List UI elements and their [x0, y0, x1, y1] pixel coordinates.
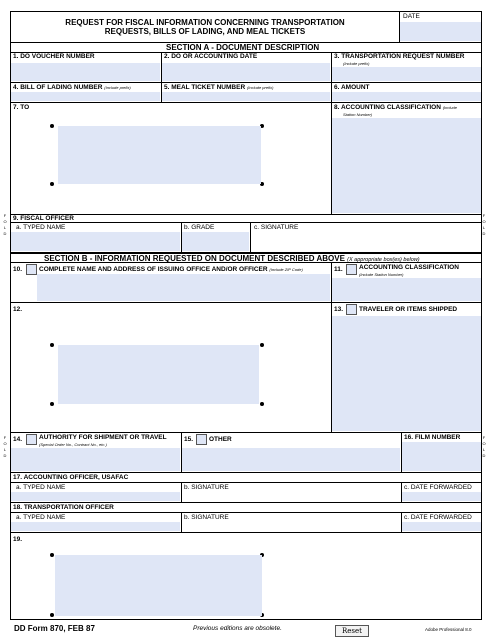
- do-voucher-number-field[interactable]: [11, 63, 160, 81]
- issuing-office-checkbox[interactable]: [26, 264, 37, 275]
- transportation-request-number-note: (Include prefix): [343, 61, 370, 66]
- section-b-heading: [44, 254, 420, 263]
- software-version: Adobe Professional 8.0: [425, 627, 472, 632]
- bill-of-lading-number-note: (Include prefix): [104, 85, 131, 90]
- accounting-classification-label-text: 8. ACCOUNTING CLASSIFICATION: [334, 104, 441, 111]
- address-corner-marker: [50, 402, 54, 406]
- film-number-label: 16. FILM NUMBER: [404, 434, 461, 441]
- accounting-classification-b-note: (Include Station Number): [359, 272, 404, 277]
- fold-mark-l: L: [482, 447, 486, 452]
- fold-mark-o: O: [3, 441, 7, 446]
- accounting-officer-typed-name-label: a. TYPED NAME: [16, 484, 66, 491]
- transportation-officer-label: 18. TRANSPORTATION OFFICER: [13, 504, 114, 511]
- authority-checkbox[interactable]: [26, 434, 37, 445]
- address-corner-marker: [50, 343, 54, 347]
- authority-field[interactable]: [11, 448, 180, 471]
- accounting-officer-label: 17. ACCOUNTING OFFICER, USAFAC: [13, 474, 129, 481]
- fold-mark-l: L: [482, 225, 486, 230]
- fold-mark-l: L: [3, 225, 7, 230]
- transportation-officer-date-field[interactable]: [402, 522, 481, 531]
- other-field[interactable]: [182, 448, 400, 471]
- fold-mark-f: F: [3, 213, 7, 218]
- bill-of-lading-number-field[interactable]: [11, 92, 160, 101]
- section-a-heading: SECTION A - DOCUMENT DESCRIPTION: [166, 43, 320, 52]
- item-12-address-field[interactable]: [58, 345, 259, 404]
- traveler-items-number: 13.: [334, 306, 344, 313]
- fiscal-officer-signature-field[interactable]: [251, 232, 481, 251]
- transportation-officer-date-label: c. DATE FORWARDED: [404, 514, 472, 521]
- section-b-heading-note: (X appropriate box(es) below): [347, 257, 420, 263]
- fiscal-officer-grade-field[interactable]: [182, 232, 249, 251]
- meal-ticket-number-note: (Include prefix): [246, 85, 274, 90]
- address-corner-marker: [50, 182, 54, 186]
- fiscal-officer-typed-name-field[interactable]: [11, 232, 180, 251]
- obsolete-notice: Previous editions are obsolete.: [193, 625, 282, 632]
- address-corner-marker: [50, 553, 54, 557]
- form-id: DD Form 870, FEB 87: [14, 624, 95, 633]
- accounting-classification-b-number: 11.: [334, 266, 343, 273]
- item-19-address-field[interactable]: [55, 555, 262, 616]
- meal-ticket-number-label-text: 5. MEAL TICKET NUMBER: [164, 84, 246, 91]
- transportation-request-number-field[interactable]: [332, 67, 481, 81]
- issuing-office-note: (Include ZIP Code): [269, 267, 303, 272]
- date-field[interactable]: [400, 22, 481, 41]
- to-address-field[interactable]: [58, 126, 261, 184]
- transportation-officer-signature-label: b. SIGNATURE: [184, 514, 229, 521]
- accounting-officer-signature-label: b. SIGNATURE: [184, 484, 229, 491]
- accounting-classification-note-2: Station Number): [343, 112, 373, 117]
- traveler-items-label: TRAVELER OR ITEMS SHIPPED: [359, 306, 458, 313]
- fold-mark-o: O: [482, 219, 486, 224]
- fold-mark-d: D: [482, 453, 486, 458]
- item-19-number: 19.: [13, 536, 23, 543]
- fold-mark-d: D: [3, 231, 7, 236]
- fiscal-officer-label: 9. FISCAL OFFICER: [13, 215, 74, 222]
- other-label: OTHER: [209, 436, 232, 443]
- bill-of-lading-number-label-text: 4. BILL OF LADING NUMBER: [13, 84, 103, 91]
- accounting-classification-b-checkbox[interactable]: [346, 264, 357, 275]
- other-number: 15.: [184, 436, 194, 443]
- do-accounting-date-field[interactable]: [162, 63, 330, 81]
- section-b-heading-text: SECTION B - INFORMATION REQUESTED ON DOCUMENT DESCRIBED ABOVE: [44, 254, 345, 263]
- reset-button[interactable]: Reset: [335, 625, 369, 637]
- transportation-officer-typed-name-label: a. TYPED NAME: [16, 514, 66, 521]
- fold-mark-f: F: [482, 435, 486, 440]
- meal-ticket-number-label: [164, 84, 273, 92]
- traveler-items-field[interactable]: [332, 316, 481, 431]
- fold-mark-f: F: [3, 435, 7, 440]
- accounting-classification-b-label: ACCOUNTING CLASSIFICATION: [359, 264, 459, 271]
- accounting-classification-b-field[interactable]: [332, 278, 481, 301]
- address-corner-marker: [50, 613, 54, 617]
- issuing-office-field[interactable]: [37, 274, 330, 301]
- meal-ticket-number-field[interactable]: [162, 92, 330, 101]
- authority-number: 14.: [13, 436, 23, 443]
- address-corner-marker: [260, 343, 264, 347]
- address-corner-marker: [260, 402, 264, 406]
- accounting-officer-typed-name-field[interactable]: [11, 492, 180, 501]
- transportation-request-number-label: 3. TRANSPORTATION REQUEST NUMBER: [334, 53, 465, 60]
- to-label: 7. TO: [13, 104, 30, 111]
- fold-mark-d: D: [3, 453, 7, 458]
- form-title-line2: REQUESTS, BILLS OF LADING, AND MEAL TICKETS: [104, 27, 306, 36]
- fiscal-officer-grade-label: b. GRADE: [184, 224, 215, 231]
- transportation-officer-typed-name-field[interactable]: [11, 522, 180, 531]
- date-label: DATE: [403, 13, 420, 20]
- form-title: [20, 18, 390, 36]
- fold-mark-o: O: [482, 441, 486, 446]
- amount-label: 6. AMOUNT: [334, 84, 370, 91]
- fold-mark-l: L: [3, 447, 7, 452]
- traveler-items-checkbox[interactable]: [346, 304, 357, 315]
- do-voucher-number-label: 1. DO VOUCHER NUMBER: [13, 53, 95, 60]
- address-corner-marker: [50, 124, 54, 128]
- issuing-office-number: 10.: [13, 266, 23, 273]
- fiscal-officer-typed-name-label: a. TYPED NAME: [16, 224, 66, 231]
- accounting-officer-date-field[interactable]: [402, 492, 481, 501]
- fold-mark-d: D: [482, 231, 486, 236]
- issuing-office-label: [39, 266, 303, 274]
- amount-field[interactable]: [332, 92, 481, 101]
- accounting-officer-date-label: c. DATE FORWARDED: [404, 484, 472, 491]
- authority-label: AUTHORITY FOR SHIPMENT OR TRAVEL: [39, 434, 167, 441]
- accounting-classification-note-1: (Include: [442, 105, 457, 110]
- authority-note: (Special Order No., Contract No., etc.): [39, 442, 107, 447]
- item-12-number: 12.: [13, 306, 23, 313]
- accounting-classification-field[interactable]: [332, 118, 481, 213]
- film-number-field[interactable]: [402, 442, 481, 471]
- bill-of-lading-number-label: [13, 84, 131, 92]
- do-accounting-date-label: 2. DO OR ACCOUNTING DATE: [164, 53, 258, 60]
- form-title-line1: REQUEST FOR FISCAL INFORMATION CONCERNING TRANSPORTATION: [65, 18, 345, 27]
- fiscal-officer-signature-label: c. SIGNATURE: [254, 224, 299, 231]
- fold-mark-o: O: [3, 219, 7, 224]
- other-checkbox[interactable]: [196, 434, 207, 445]
- fold-mark-f: F: [482, 213, 486, 218]
- issuing-office-label-text: COMPLETE NAME AND ADDRESS OF ISSUING OFFICE AND/OR OFFICER: [39, 266, 268, 273]
